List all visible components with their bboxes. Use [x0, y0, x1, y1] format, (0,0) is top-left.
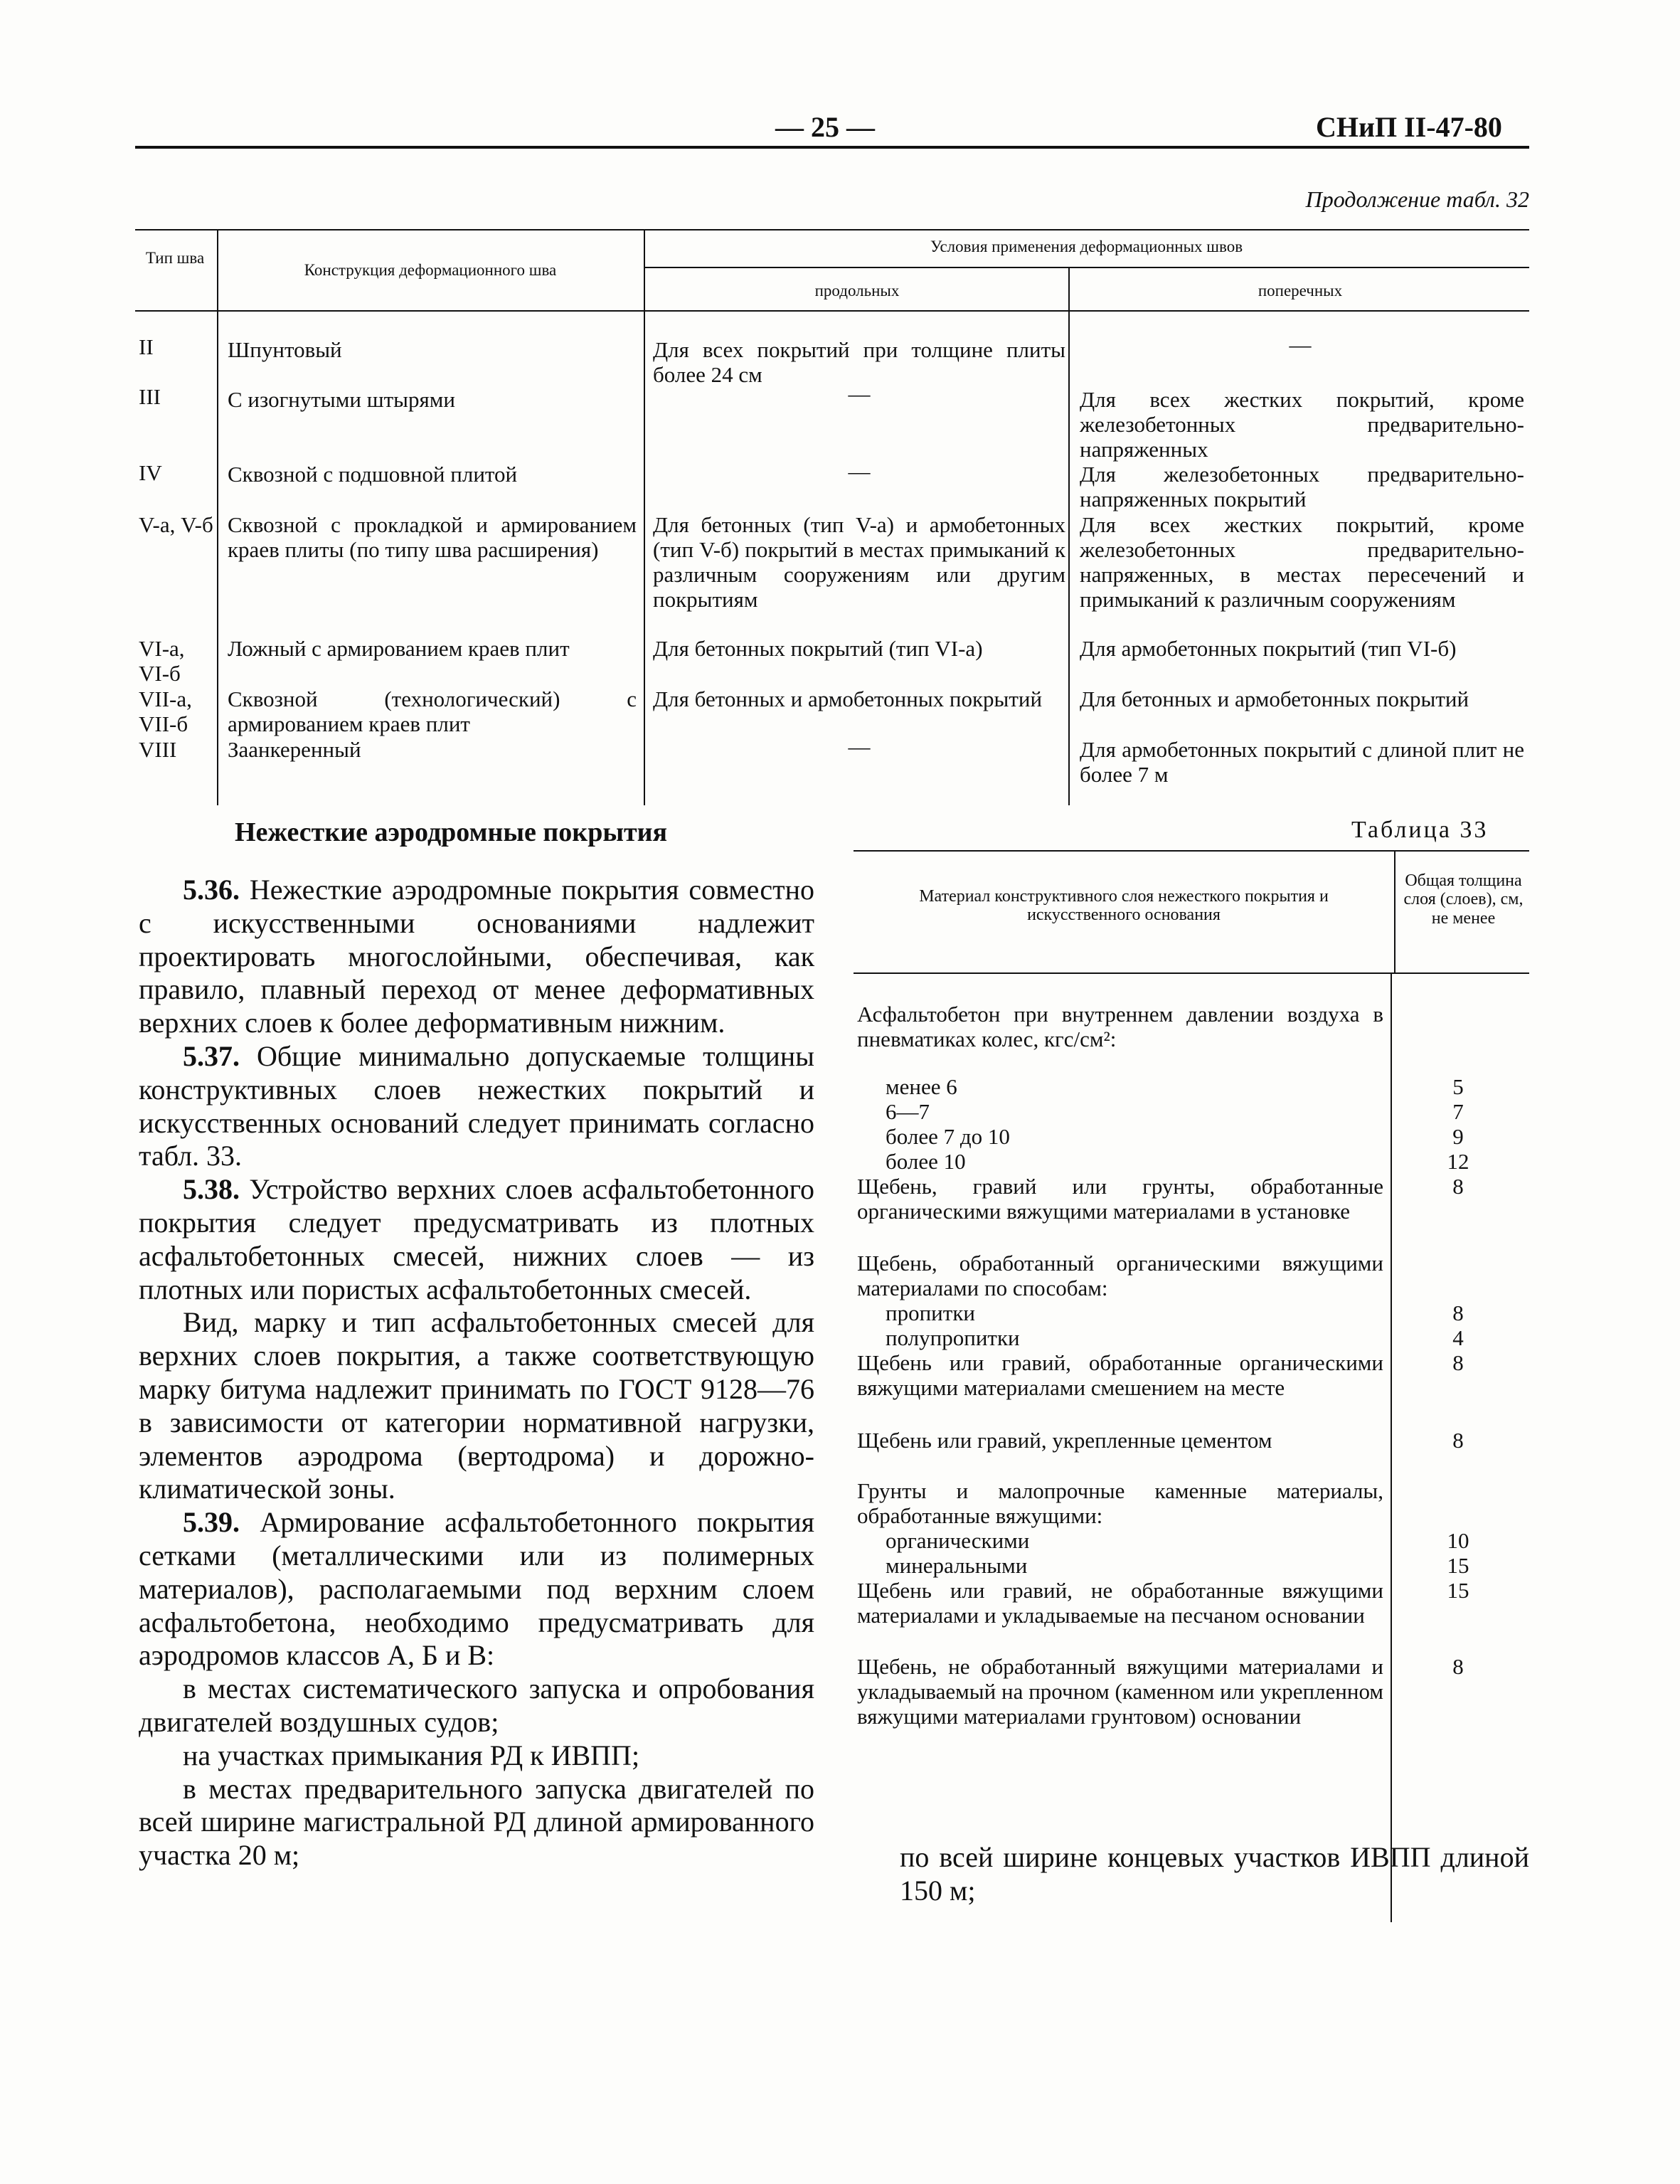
table-row-text: Щебень или гравий, не обработанные вяжущими материалами и укладываемые на песчаном основании: [857, 1578, 1383, 1628]
paragraph-text: Нежесткие аэродромные покрытия совместно с искусственными основаниями надлежит проектировать многослойными, обеспечивая, как правило, плавный переход от менее деформативных верхних слоев к более деформативным нижним.: [139, 874, 814, 1039]
table-row-value: 8: [1452, 1428, 1464, 1453]
row-longitudinal: Для всех покрытий при толщине плиты более 24 см: [653, 337, 1065, 388]
row-type: III: [139, 384, 161, 409]
row-transverse: —: [1289, 332, 1312, 357]
table-row-text: менее 6: [886, 1074, 957, 1099]
paragraph-number: 5.38.: [183, 1173, 240, 1206]
row-construction: Ложный с армированием краев плит: [228, 636, 570, 661]
table-row-value: 8: [1452, 1654, 1464, 1679]
body-text-left: [139, 874, 814, 1872]
row-construction: С изогнутыми штырями: [228, 387, 455, 412]
table-row-value: 9: [1452, 1124, 1464, 1149]
page-number: — 25 —: [775, 111, 875, 143]
section-title: Нежесткие аэродромные покрытия: [235, 817, 668, 847]
col-header-thickness: Общая толщина слоя (слоев), см, не менее: [1403, 871, 1524, 928]
list-item: по всей ширине концевых участков ИВПП длиной 150 м;: [900, 1841, 1529, 1907]
paragraph-5-37: [139, 1040, 814, 1173]
row-type: V-а, V-б: [139, 512, 213, 537]
list-item: на участках примыкания РД к ИВПП;: [183, 1739, 640, 1771]
paragraph-5-38: [139, 1173, 814, 1306]
paragraph-5-36: [139, 874, 814, 1040]
col-header-type: Тип шва: [145, 249, 205, 267]
table-row-value: 8: [1452, 1174, 1464, 1199]
table-row-value: 15: [1447, 1578, 1469, 1603]
row-longitudinal: Для бетонных (тип V-а) и армобетонных (тип V-б) покрытий в местах примыканий к различным сооружениям или другим покрытиям: [653, 512, 1065, 613]
table-top-rule: [135, 229, 1529, 230]
table-row-value: 10: [1447, 1528, 1469, 1553]
header-rule: [135, 146, 1529, 149]
row-type: VIII: [139, 737, 177, 762]
paragraph-number: 5.37.: [183, 1039, 240, 1072]
row-construction: Шпунтовый: [228, 337, 342, 362]
col-divider: [644, 229, 645, 805]
col-divider: [1391, 972, 1392, 1922]
row-type: IV: [139, 460, 162, 485]
row-transverse: Для бетонных и армобетонных покрытий: [1080, 687, 1469, 711]
table-row-text: Щебень, не обработанный вяжущими материалами и укладываемый на прочном (каменном или укрепленном вяжущими материалами грунтовом) основании: [857, 1654, 1383, 1729]
table-row-text: полупропитки: [886, 1325, 1020, 1350]
col-header-transverse: поперечных: [1258, 282, 1343, 299]
col-divider: [1394, 850, 1395, 972]
header-bottom-rule: [135, 310, 1529, 312]
row-transverse: Для армобетонных покрытий (тип VI-б): [1080, 636, 1457, 661]
table-row-text: Асфальтобетон при внутреннем давлении воздуха в пневматиках колес, кгс/см²:: [857, 1002, 1383, 1052]
table-row-text: минеральными: [886, 1553, 1028, 1578]
table-row-value: 4: [1452, 1325, 1464, 1350]
row-type: II: [139, 334, 154, 359]
row-longitudinal: Для бетонных и армобетонных покрытий: [653, 687, 1043, 711]
paragraph-text: Армирование асфальтобетонного покрытия сетками (металлическими или из полимерных материалов), располагаемыми под верхним слоем асфальтобетона, необходимо предусматривать для аэродромов классов А, Б и В:: [139, 1506, 815, 1672]
row-type: VII-а, VII-б: [139, 687, 192, 737]
col-header-conditions: Условия применения деформационных швов: [930, 238, 1243, 255]
row-longitudinal: —: [848, 459, 871, 484]
col-divider: [1068, 267, 1070, 805]
row-transverse: Для всех жестких покрытий, кроме железобетонных предварительно-напряженных: [1080, 387, 1524, 462]
row-transverse: Для всех жестких покрытий, кроме железобетонных предварительно-напряженных, в местах пересечений и примыканий к различным сооружениям: [1080, 512, 1524, 613]
col-divider: [217, 229, 218, 805]
table-row-text: Щебень, гравий или грунты, обработанные органическими вяжущими материалами в установке: [857, 1174, 1383, 1224]
col-header-longitudinal: продольных: [814, 282, 900, 299]
table-row-text: Щебень или гравий, обработанные органическими вяжущими материалами смешением на месте: [857, 1350, 1383, 1401]
table-row-value: 12: [1447, 1149, 1469, 1174]
table-continuation-note: Продолжение табл. 32: [1305, 186, 1529, 212]
table-32: [135, 229, 1529, 805]
paragraph-number: 5.36.: [183, 874, 240, 906]
row-construction: Сквозной (технологический) с армированием краев плит: [228, 687, 637, 737]
table-row-text: более 7 до 10: [886, 1124, 1010, 1149]
document-code: СНиП II-47-80: [1316, 111, 1502, 143]
paragraph-text: Общие минимально допускаемые толщины конструктивных слоев нежестких покрытий и искусственных оснований следует принимать согласно табл. 33.: [139, 1039, 814, 1172]
row-transverse: Для армобетонных покрытий с длиной плит не более 7 м: [1080, 737, 1524, 788]
row-longitudinal: —: [848, 381, 871, 406]
table-row-text: Щебень или гравий, укрепленные цементом: [857, 1428, 1272, 1453]
row-transverse: Для железобетонных предварительно-напряженных покрытий: [1080, 462, 1524, 512]
paragraph-5-39: [139, 1506, 814, 1673]
header-bottom-rule: [854, 972, 1529, 974]
paragraph-number: 5.39.: [183, 1506, 240, 1539]
col-header-construction: Конструкция деформационного шва: [304, 261, 557, 279]
row-type: VI-а, VI-б: [139, 636, 185, 687]
table-33-label: Таблица 33: [1351, 817, 1489, 843]
table-row-text: пропитки: [886, 1300, 975, 1325]
row-construction: Сквозной с прокладкой и армированием краев плиты (по типу шва расширения): [228, 512, 637, 563]
row-longitudinal: —: [848, 734, 871, 759]
table-row-value: 5: [1452, 1074, 1464, 1099]
row-construction: Заанкеренный: [228, 737, 361, 762]
paragraph-text: Устройство верхних слоев асфальтобетонного покрытия следует предусматривать из плотных асфальтобетонных смесей, нижних слоев — из плотных или пористых асфальтобетонных смесей.: [139, 1173, 814, 1305]
table-top-rule: [854, 850, 1529, 852]
table-row-text: более 10: [886, 1149, 966, 1174]
table-row-value: 15: [1447, 1553, 1469, 1578]
table-row-value: 7: [1452, 1099, 1464, 1124]
list-item: в местах систематического запуска и опробования двигателей воздушных судов;: [139, 1673, 814, 1738]
table-row-value: 8: [1452, 1350, 1464, 1375]
col-header-material: Материал конструктивного слоя нежесткого покрытия и искусственного основания: [919, 887, 1329, 925]
paragraph-5-38-b: Вид, марку и тип асфальтобетонных смесей для верхних слоев покрытия, а также соответствующую марку битума надлежит принимать по ГОСТ 9128—76 в зависимости от категории нормативной нагрузки, элементов аэродрома (вертодрома) и дорожно-климатической зоны.: [139, 1306, 814, 1505]
table-row-text: Грунты и малопрочные каменные материалы, обработанные вяжущими:: [857, 1478, 1383, 1529]
subheader-rule: [644, 267, 1529, 268]
table-row-text: Щебень, обработанный органическими вяжущими материалами по способам:: [857, 1251, 1383, 1301]
table-row-text: органическими: [886, 1528, 1030, 1553]
list-item: в местах предварительного запуска двигателей по всей ширине магистральной РД длиной армированного участка 20 м;: [139, 1772, 814, 1872]
row-construction: Сквозной с подшовной плитой: [228, 462, 518, 487]
table-33: [854, 850, 1529, 1818]
table-row-value: 8: [1452, 1300, 1464, 1325]
table-row-text: 6—7: [886, 1099, 930, 1124]
row-longitudinal: Для бетонных покрытий (тип VI-а): [653, 636, 983, 661]
